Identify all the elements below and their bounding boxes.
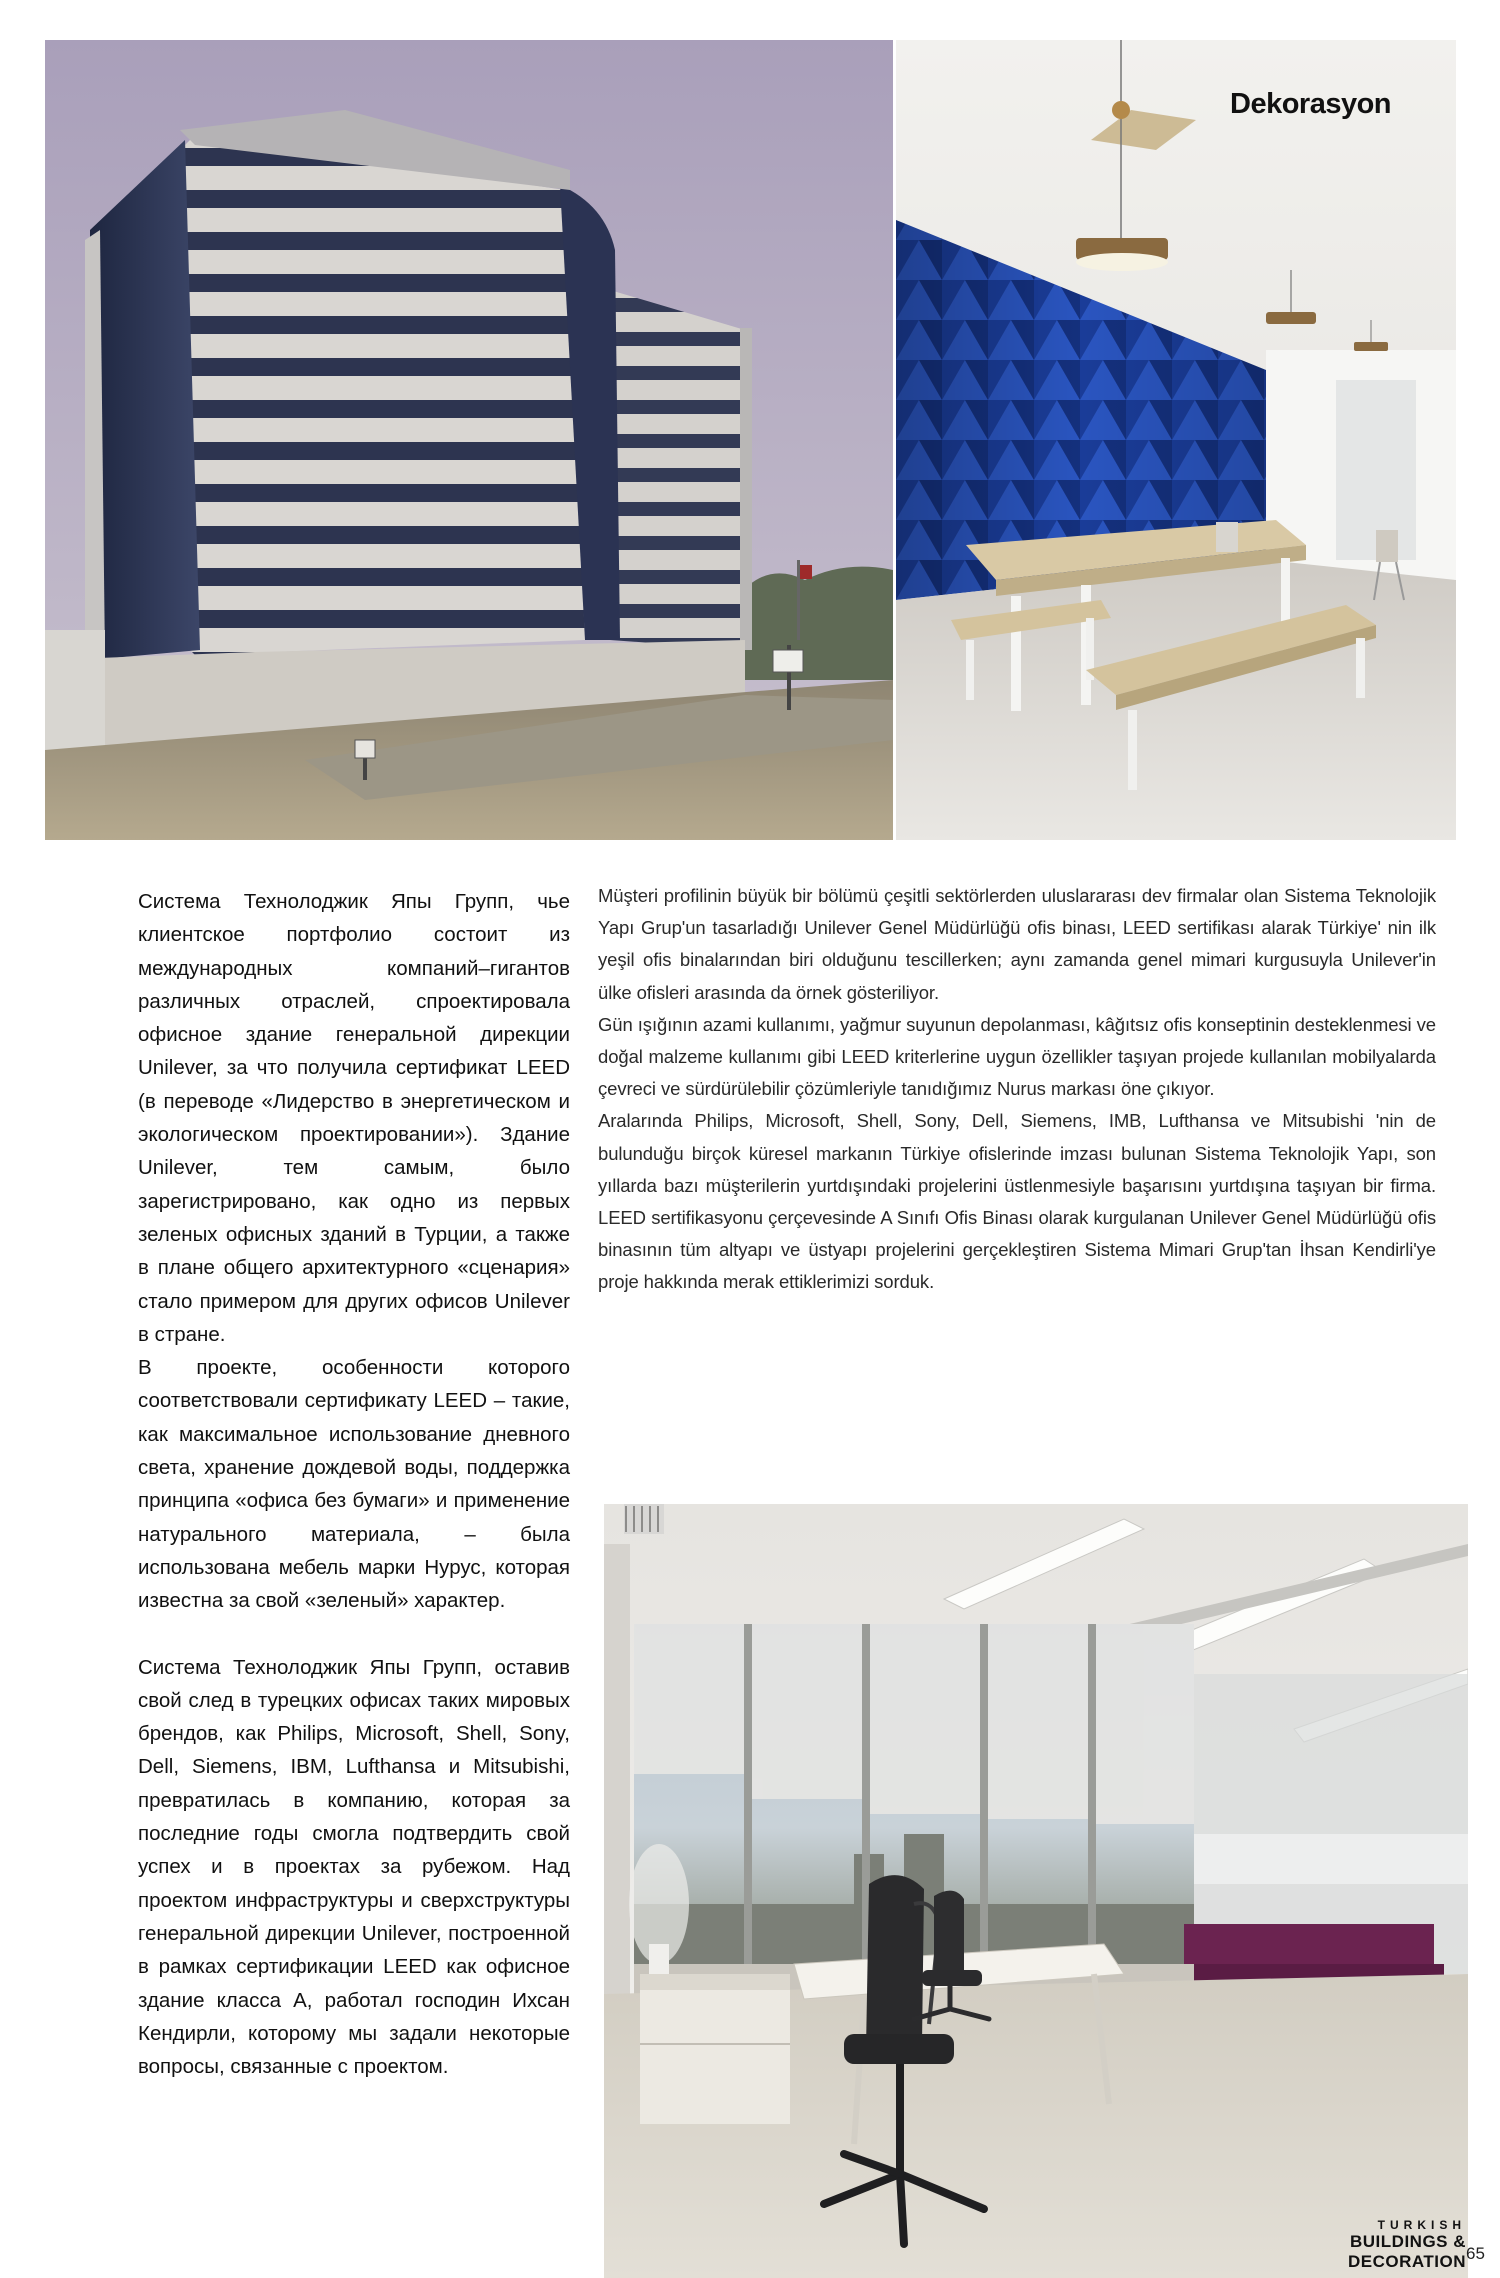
building-exterior-photo [45, 40, 893, 840]
russian-text-column [138, 885, 570, 2083]
brand-top-text: TURKISH [1377, 2218, 1466, 2232]
russian-paragraph-1: Система Технолоджик Япы Групп, чье клиентское портфолио состоит из международных компаний–гигантов различных отраслей, спроектировала офисное здание генеральной дирекции Unilever, за что получила сертификат LEED (в переводе «Лидерство в энергетическом и экологическом проектировании»). Здание Unilever, тем самым, было зарегистрировано, как одно из первых зеленых офисных зданий в Турции, а также в плане общего архитектурного «сценария» стало примером для других офисов Unilever в стране. [138, 890, 570, 1346]
turkish-paragraph-1: Müşteri profilinin büyük bir bölümü çeşitli sektörlerden uluslararası dev firmalar olan Sistema Teknolojik Yapı Grup'un tasarladığı Unilever Genel Müdürlüğü ofis binası, LEED sertifikası alarak Türkiye' nin ilk yeşil ofis binalarından biri olduğunu tescillerken; aynı zamanda genel mimari kurgusuyla Unilever'in ülke ofisleri arasında da örnek gösteriliyor. [598, 885, 1436, 1003]
russian-paragraph-2: В проекте, особенности которого соответствовали сертификату LEED – такие, как максимальное использование дневного света, хранение дождевой воды, поддержка принципа «офиса без бумаги» и применение натурального материала, – была использована мебель марки Нурус, которая известна за свой «зеленый» характер. [138, 1356, 570, 1613]
brand-main-text: BUILDINGS & DECORATION [1347, 2232, 1466, 2271]
russian-paragraph-3: Система Технолоджик Япы Групп, оставив свой след в турецких офисах таких мировых брендов, как Philips, Microsoft, Shell, Sony, Dell, Siemens, IBM, Lufthansa и Mitsubishi, превратилась в компанию, которая за последние годы смогла подтвердить свой успех и в проектах за рубежом. Над проектом инфраструктуры и сверхструктуры генеральной дирекции Unilever, построенной в рамках сертификации LEED как офисное здание класса А, работал господин Ихсан Кендирли, которому мы задали некоторые вопросы, связанные с проектом. [138, 1655, 570, 2079]
page-number: 65 [1466, 2244, 1485, 2263]
turkish-paragraph-3: Aralarında Philips, Microsoft, Shell, Sony, Dell, Siemens, IMB, Lufthansa ve Mitsubishi 'nin de bulunduğu birçok küresel markanın Türkiye ofislerinde imzası bulunan Sistema Teknolojik Yapı, son yıllarda bazı müşterilerin yurtdışındaki projelerini üstlenmesiyle başarısını yurtdışına taşıyan bir firma. LEED sertifikasyonu çerçevesinde A Sınıfı Ofis Binası olarak kurgulanan Unilever Genel Müdürlüğü ofis binasının tüm altyapı ve üstyapı projelerini gerçekleştiren Sistema Mimari Grup'tan İhsan Kendirli'ye proje hakkında merak ettiklerimizi sorduk. [598, 1110, 1436, 1293]
turkish-text-column [598, 880, 1436, 1299]
section-label-dekorasyon: Dekorasyon [1230, 88, 1392, 120]
lounge-interior-photo [896, 40, 1456, 840]
office-interior-photo [604, 1504, 1468, 2278]
magazine-brand [1246, 2218, 1466, 2272]
turkish-paragraph-2: Gün ışığının azami kullanımı, yağmur suyunun depolanması, kâğıtsız ofis konseptinin desteklenmesi ve doğal malzeme kullanımı gibi LEED kriterlerine uygun özellikler taşıyan projede kullanılan mobilyalarda çevreci ve sürdürülebilir çözümleriyle tanıdığımız Nurus markası öne çıkıyor. [598, 1013, 1436, 1100]
